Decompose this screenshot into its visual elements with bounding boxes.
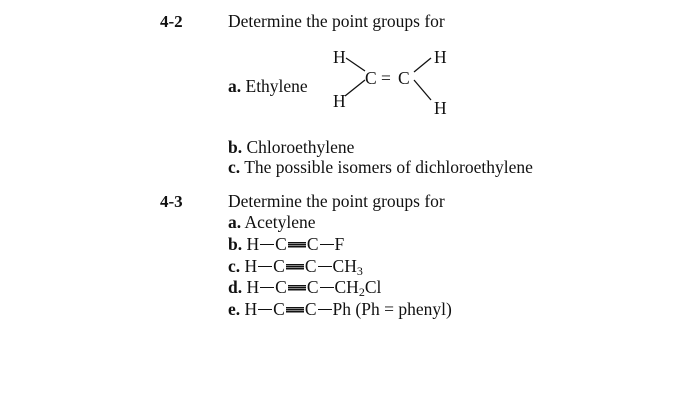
atom-f: F	[334, 234, 345, 254]
atom-h: H	[244, 299, 258, 319]
item-a-text: Acetylene	[244, 212, 316, 232]
atom-c: C	[275, 234, 287, 254]
atom-h: H	[246, 234, 260, 254]
problem-4-2-item-b	[228, 137, 354, 157]
single-bond	[260, 287, 274, 288]
item-b-label: b.	[228, 234, 243, 254]
group-ch2cl-subscript: 2	[358, 285, 365, 299]
ethylene-structure	[330, 44, 470, 124]
triple-bond	[286, 307, 304, 313]
group-ch3-subscript: 3	[356, 264, 363, 278]
problem-4-3-item-e	[228, 299, 452, 319]
problem-number-4-3: 4-3	[160, 192, 183, 211]
item-c-label: c.	[228, 256, 241, 276]
atom-c: C	[273, 299, 285, 319]
ethylene-atom-h-top-right: H	[434, 47, 447, 67]
item-c-text: The possible isomers of dichloroethylene	[244, 157, 533, 177]
atom-c: C	[273, 256, 285, 276]
problem-4-3-item-b	[228, 234, 344, 254]
atom-c: C	[304, 299, 317, 319]
triple-bond	[288, 285, 306, 291]
ethylene-atom-h-bottom-left: H	[333, 91, 346, 111]
bond-ch-top-right	[414, 58, 431, 72]
item-a-label: a.	[228, 212, 242, 232]
atom-c: C	[304, 256, 317, 276]
bond-ch-bottom-left	[345, 80, 365, 96]
group-ph: Ph	[332, 299, 352, 319]
atom-h: H	[246, 277, 260, 297]
item-b-text: Chloroethylene	[246, 137, 355, 157]
single-bond	[320, 244, 334, 245]
atom-c: C	[306, 277, 319, 297]
item-a-label: a.	[228, 76, 242, 96]
single-bond	[258, 266, 272, 267]
item-c-label: c.	[228, 157, 241, 177]
atom-c: C	[306, 234, 319, 254]
problem-4-2-heading: Determine the point groups for	[228, 11, 445, 31]
bond-ch-top-left	[346, 58, 365, 71]
problem-4-3-item-a	[228, 212, 315, 232]
ethylene-atom-c-right: C	[398, 68, 410, 88]
item-d-label: d.	[228, 277, 243, 297]
ethylene-double-bond: =	[381, 68, 391, 88]
atom-c: C	[275, 277, 287, 297]
problem-4-2-item-c	[228, 157, 533, 177]
triple-bond	[286, 264, 304, 270]
group-ch3: CH	[332, 256, 357, 276]
single-bond	[260, 244, 274, 245]
ethylene-atom-c-left: C	[365, 68, 377, 88]
bond-ch-bottom-right	[414, 80, 431, 100]
item-a-text: Ethylene	[245, 76, 308, 96]
phenyl-note: (Ph = phenyl)	[355, 299, 452, 319]
problem-4-2-item-a	[228, 76, 308, 96]
atom-h: H	[244, 256, 258, 276]
problem-4-3-heading: Determine the point groups for	[228, 191, 445, 211]
problem-number-4-2: 4-2	[160, 12, 183, 31]
item-b-label: b.	[228, 137, 243, 157]
problem-4-3-item-d	[228, 277, 381, 297]
ethylene-atom-h-bottom-right: H	[434, 98, 447, 118]
item-e-label: e.	[228, 299, 241, 319]
ethylene-atom-h-top-left: H	[333, 47, 346, 67]
problem-4-3-item-c	[228, 256, 363, 276]
single-bond	[320, 287, 334, 288]
single-bond	[318, 309, 332, 310]
single-bond	[318, 266, 332, 267]
group-ch2cl-ch: CH	[334, 277, 359, 297]
single-bond	[258, 309, 272, 310]
group-ch2cl-cl: Cl	[364, 277, 382, 297]
triple-bond	[288, 242, 306, 248]
